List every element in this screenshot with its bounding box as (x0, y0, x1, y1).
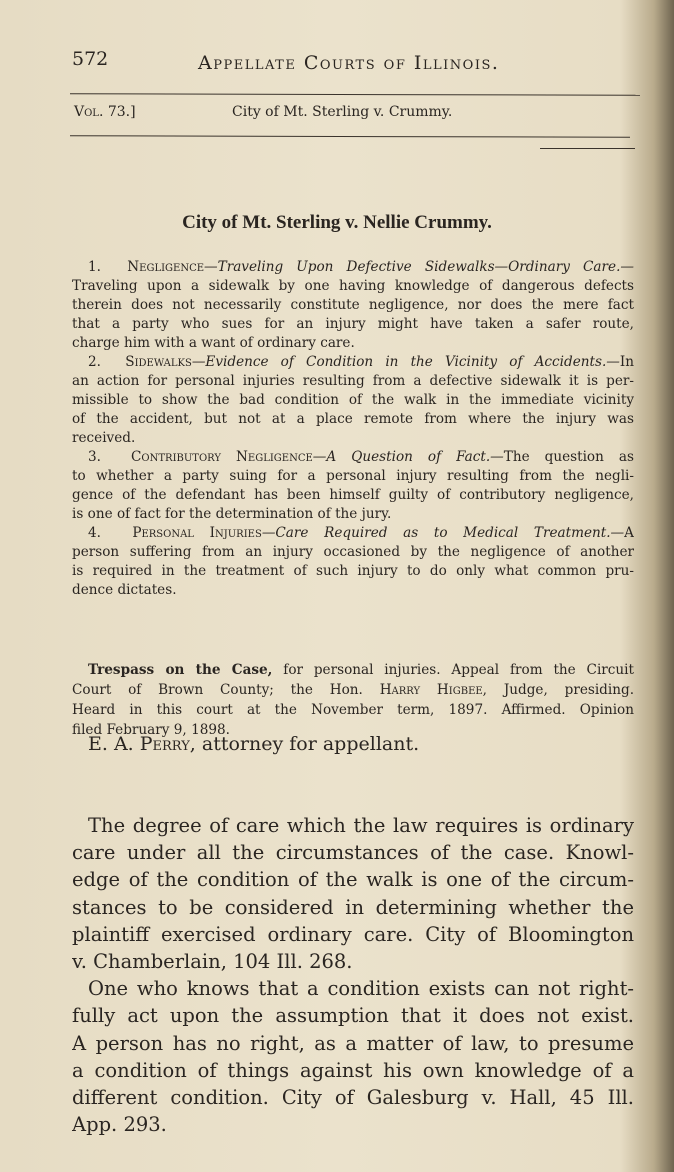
headnote-number: 4. (88, 525, 101, 541)
argument-line: The degree of care which the law requires is ordinary (88, 814, 634, 837)
headnote-subtitle: —A Question of Fact.— (312, 449, 504, 465)
judge-name: Harry Higbee, (379, 682, 487, 698)
argument-line: v. Chamberlain, 104 Ill. 268. (72, 949, 353, 973)
headnote-topic: Personal Injuries (132, 525, 262, 541)
headnote-subtitle: —Traveling Upon Defective Sidewalks—Ordinary Care.— (204, 259, 634, 275)
headnote-topic: Sidewalks (125, 354, 192, 370)
argument-line: a condition of things against his own knowledge of a (72, 1058, 634, 1082)
headnote-line (72, 524, 634, 543)
statement-text: Judge, presiding. (503, 682, 634, 698)
headnote-line (72, 353, 634, 372)
headnote-text: A (624, 525, 634, 541)
statement-line: Heard in this court at the November term, 1897. Affirmed. Opinion (72, 702, 634, 718)
headnote-line: is required in the treatment of such injury to do only what common pru- (72, 563, 634, 579)
attorney-name: E. A. Perry, (88, 733, 196, 755)
headnote-line: of the accident, but not at a place remote from where the injury was (72, 411, 634, 427)
argument-line: plaintiff exercised ordinary care. City of Bloomington (72, 922, 634, 946)
page-number: 572 (72, 48, 109, 70)
headnote-line: missible to show the bad condition of the walk in the immediate vicinity (72, 392, 634, 408)
argument-line: A person has no right, as a matter of law, to presume (72, 1031, 634, 1055)
headnote-text: In (619, 354, 634, 370)
headnote-line: therein does not necessarily constitute negligence, nor does the mere fact (72, 297, 634, 313)
headnote-line (72, 258, 634, 277)
running-case-name: City of Mt. Sterling v. Crummy. (232, 104, 453, 120)
headnote-line: person suffering from an injury occasioned by the negligence of another (72, 544, 634, 560)
headnote-subtitle: —Care Required as to Medical Treatment.— (261, 525, 625, 541)
headnote-line: Traveling upon a sidewalk by one having knowledge of dangerous defects (72, 278, 634, 294)
headnote-line: to whether a party suing for a personal injury resulting from the negli- (72, 468, 634, 484)
headnote-number: 3. (88, 449, 101, 465)
headnote (72, 524, 634, 600)
headnote-line: that a party who sues for an injury might have taken a safer route, (72, 316, 634, 332)
statement-line (72, 680, 634, 700)
headnote-line: gence of the defendant has been himself guilty of contributory negligence, (72, 487, 634, 503)
statement-text: for personal injuries. Appeal from the Circuit (283, 662, 634, 678)
headnote-number: 1. (88, 259, 101, 275)
headnote-line: received. (72, 430, 136, 446)
headnote-topic: Contributory Negligence (131, 449, 313, 465)
headnote-subtitle: —Evidence of Condition in the Vicinity of Accidents.— (191, 354, 620, 370)
headnotes (72, 258, 634, 600)
header-rule-lower (70, 135, 630, 137)
argument-line: One who knows that a condition exists can not right- (88, 977, 634, 1001)
headnote-line: an action for personal injuries resulting from a defective sidewalk it is per- (72, 373, 634, 389)
argument-paragraph (72, 812, 634, 975)
argument-line: different condition. City of Galesburg v. Hall, 45 Ill. (72, 1085, 634, 1109)
headnote-line: is one of fact for the determination of the jury. (72, 506, 392, 522)
headnote-text: The question as (503, 449, 634, 465)
headnote (72, 448, 634, 524)
statement-line: filed February 9, 1898. (72, 722, 230, 738)
statement-lead: Trespass on the Case, (88, 662, 273, 678)
headnote-line: dence dictates. (72, 582, 177, 598)
argument-line: stances to be considered in determining whether the (72, 895, 634, 919)
statement-text: Court of Brown County; the Hon. (72, 682, 363, 698)
headnote (72, 258, 634, 353)
attorney-line (88, 733, 419, 755)
argument-line: fully act upon the assumption that it does not exist. (72, 1004, 634, 1028)
statement-line (72, 660, 634, 680)
header-rule-tail (540, 148, 635, 149)
argument-line: App. 293. (72, 1113, 167, 1137)
headnote-number: 2. (88, 354, 101, 370)
case-statement (72, 660, 634, 740)
case-title: City of Mt. Sterling v. Nellie Crummy. (182, 212, 492, 233)
headnote-line: charge him with a want of ordinary care. (72, 335, 355, 351)
headnote-topic: Negligence (127, 259, 205, 275)
attorney-role: attorney for appellant. (201, 733, 420, 755)
argument-line: edge of the condition of the walk is one of the circum- (72, 868, 634, 892)
argument-line: care under all the circumstances of the case. Knowl- (72, 841, 634, 865)
argument-paragraph (72, 975, 634, 1138)
volume-label: Vol. 73.] (74, 104, 136, 120)
running-title: Appellate Courts of Illinois. (198, 52, 500, 74)
argument (72, 812, 634, 1138)
headnote (72, 353, 634, 448)
headnote-line (72, 448, 634, 467)
header-rule (70, 93, 640, 95)
